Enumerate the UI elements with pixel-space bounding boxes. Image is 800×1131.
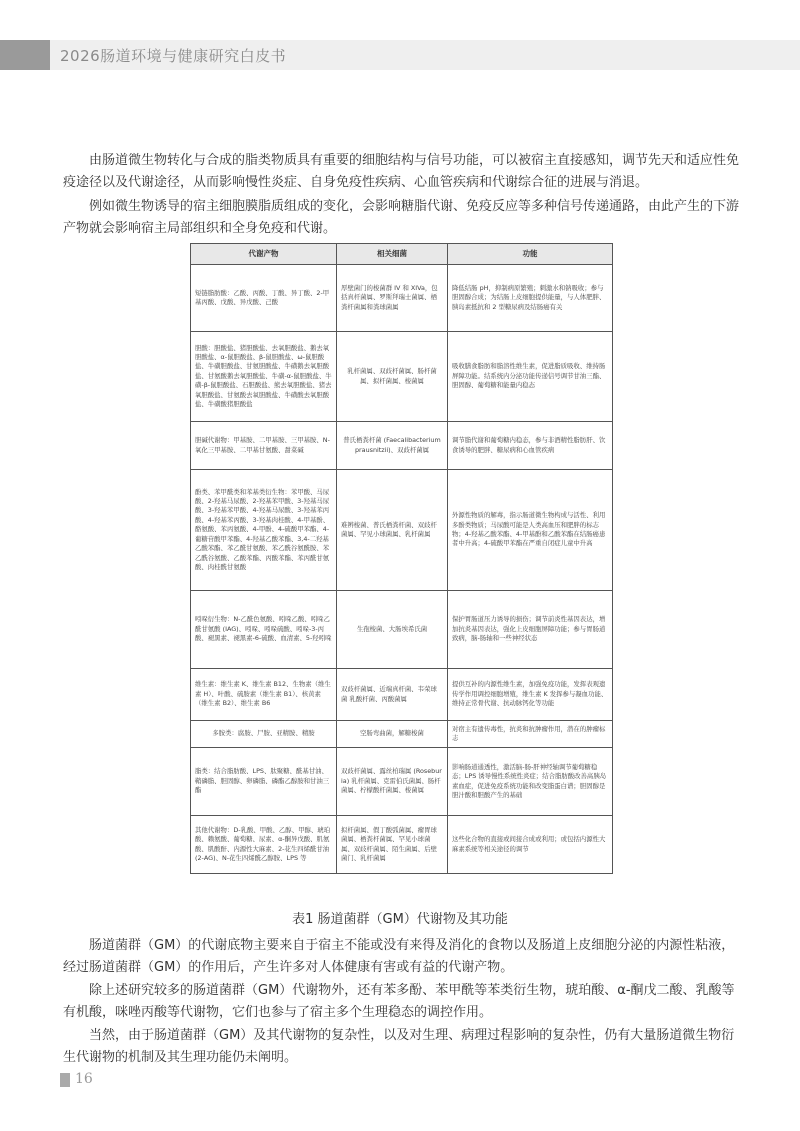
body-paragraph-3: 当然，由于肠道菌群（GM）及其代谢物的复杂性，以及对生理、病理过程影响的复杂性，仍有大量肠道微生物衍生代谢物的机制及其生理功能仍未阐明。 <box>63 1028 735 1065</box>
table-row <box>191 669 613 721</box>
bacteria-cell: 乳杆菌属、双歧杆菌属、肠杆菌属、拟杆菌属、梭菌属 <box>337 332 448 422</box>
body-paragraph-2: 除上述研究较多的肠道菌群（GM）代谢物外，还有苯多酚、苯甲酰等苯类衍生物，琥珀酸、α-酮戊二酸、乳酸等有机酸，咪唑丙酸等代谢物，它们也参与了宿主多个生理稳态的调控作用。 <box>63 983 735 1020</box>
table-row <box>191 265 613 332</box>
header-metabolite: 代谢产物 <box>191 244 337 265</box>
function-cell: 调节脂代谢和葡萄糖内稳态，参与非酒精性脂肪肝、饮食诱导的肥胖、糖尿病和心血管疾病 <box>448 422 613 470</box>
metabolite-cell: 吲哚衍生物：N-乙酰色氨酸、吲哚乙酸、吲哚乙酰甘氨酸 (IAG)、吲哚、吲哚硫酸、吲哚-3-丙酸、褪黑素、褪黑素-6-硫酸、血清素、5-羟吲哚 <box>191 591 337 669</box>
bacteria-cell: 生孢梭菌、大肠埃希氏菌 <box>337 591 448 669</box>
function-cell: 外源性物质的解毒，指示肠道微生物构成与活性、利用多酚类物质；马尿酸可能是人类高血压和肥胖的标志物；4-羟基乙酸苯酯、4-甲基酚和乙酸苯酯在结肠癌患者中升高；4-硫酸甲苯酯在严重自闭症儿童中升高 <box>448 470 613 591</box>
metabolite-cell: 多胺类：腐胺、尸胺、亚精胺、精胺 <box>191 721 337 748</box>
bacteria-cell: 厚壁菌门的梭菌群 IV 和 XIVa，包括真杆菌属、罗斯拜瑞士菌属、栖粪杆菌属和粪球菌属 <box>337 265 448 332</box>
table-row <box>191 332 613 422</box>
header-bar <box>0 40 800 70</box>
metabolite-cell: 脂类：结合脂肪酸、LPS、肽聚糖、酰基甘油、鞘磷脂、胆固醇、卵磷脂、磷酯乙醇胺和甘油三酯 <box>191 748 337 816</box>
function-cell: 降低结肠 pH，抑制病原繁殖；刺激水和钠吸收；参与胆固醇合成；为结肠上皮细胞提供能量，与人体肥胖、胰岛素抵抗和 2 型糖尿病及结肠癌有关 <box>448 265 613 332</box>
metabolite-cell: 胆酸：胆酸盐、猪胆酸盐、去氧胆酸盐、鹅去氧胆酸盐、α-鼠胆酸盐、β-鼠胆酸盐、ω-鼠胆酸盐、牛磺胆酸盐、甘氨胆酸盐、牛磺鹅去氧胆酸盐、甘氨酸鹅去氧胆酸盐、牛磺-α-鼠胆酸盐、牛磺-β-鼠胆酸盐、石胆酸盐、熊去氧胆酸盐、猪去氧胆酸盐、甘氨酸去氧胆酸盐、牛磺酸去氧胆酸盐、牛磺酸猪胆酸盐 <box>191 332 337 422</box>
bacteria-cell: 普氏栖粪杆菌 (Faecalibacterium prausnitzii)、双歧杆菌属 <box>337 422 448 470</box>
header-bacteria: 相关细菌 <box>337 244 448 265</box>
bacteria-cell: 双歧杆菌属、露丝柏瑞属 (Roseburia) 乳杆菌属、克雷伯氏菌属、肠杆菌属、柠檬酸杆菌属、梭菌属 <box>337 748 448 816</box>
bacteria-cell: 拟杆菌属、假丁酸弧菌属、瘤胃球菌属、栖粪杆菌属、罕见小球菌属、双歧杆菌属、陌生菌属、后壁菌门、乳杆菌属 <box>337 816 448 874</box>
body-paragraph-1: 肠道菌群（GM）的代谢底物主要来自于宿主不能或没有来得及消化的食物以及肠道上皮细胞分泌的内源性粘液，经过肠道菌群（GM）的作用后，产生许多对人体健康有害或有益的代谢产物。 <box>63 938 735 975</box>
function-cell: 影响肠道通透性，激活脑-肠-肝神经轴调节葡萄糖稳态；LPS 诱导慢性系统性炎症；结合脂肪酸改善高胰岛素血症，促进免疫系统功能和改变脂蛋白谱；胆固醇是胆汁酸和胆酸产生的基础 <box>448 748 613 816</box>
page-number: 16 <box>75 1071 93 1087</box>
metabolite-cell: 短链脂肪酸：乙酸、丙酸、丁酸、异丁酸、2-甲基丙酸、戊酸、异戊酸、己酸 <box>191 265 337 332</box>
table-row <box>191 748 613 816</box>
bacteria-cell: 空肠弯曲菌，解糖梭菌 <box>337 721 448 748</box>
table-row <box>191 422 613 470</box>
metabolite-cell: 其他代谢物：D-乳酸、甲酸、乙醇、甲醇、琥珀酸、赖氨酸、葡萄糖、尿素、α-酮异戊酸、肌氨酸、肌酸酐、内源性大麻素、2-花生四烯酰甘油 (2-AG)、N-花生四烯酰乙醇胺、LPS 等 <box>191 816 337 874</box>
table-row <box>191 470 613 591</box>
bacteria-cell: 双歧杆菌属、近端真杆菌、韦荣球菌 乳酸杆菌、丙酸菌属 <box>337 669 448 721</box>
intro-paragraph-2: 例如微生物诱导的宿主细胞膜脂质组成的变化，会影响糖脂代谢、免疫反应等多种信号传递通路，由此产生的下游产物就会影响宿主局部组织和全身免疫和代谢。 <box>63 199 740 236</box>
function-cell: 保护胃肠道压力诱导的损伤；调节前炎性基因表达，增加抗炎基因表达，强化上皮细胞屏障功能；参与胃肠道致病，脑-肠轴和一些神经状态 <box>448 591 613 669</box>
table-row <box>191 816 613 874</box>
footer-decoration <box>60 1073 70 1087</box>
metabolite-cell: 胆碱代谢物：甲基胺、二甲基胺、三甲基胺、N-氧化三甲基胺、二甲基甘氨酸、甜菜碱 <box>191 422 337 470</box>
metabolite-table <box>190 243 612 874</box>
function-cell: 提供互补的内源性维生素，加强免疫功能，发挥表观遗传学作用调控细胞增殖，维生素 K 发挥参与凝血功能、维持正常骨代谢、抗动脉钙化等功能 <box>448 669 613 721</box>
header-function: 功能 <box>448 244 613 265</box>
intro-paragraph-1: 由肠道微生物转化与合成的脂类物质具有重要的细胞结构与信号功能，可以被宿主直接感知，调节先天和适应性免疫途径以及代谢途径，从而影响慢性炎症、自身免疫性疾病、心血管疾病和代谢综合征的进展与消退。 <box>63 153 740 190</box>
function-cell: 这些化合物的直接或间接合成或利用；或包括内源性大麻素系统等相关途径的调节 <box>448 816 613 874</box>
table-row <box>191 591 613 669</box>
header-decoration <box>0 40 50 70</box>
function-cell: 对宿主有遗传毒性，抗炎和抗肿瘤作用，潜在的肿瘤标志 <box>448 721 613 748</box>
table-row <box>191 721 613 748</box>
bacteria-cell: 难辨梭菌、普氏栖粪杆菌、双歧杆菌属、罕见小球菌属、乳杆菌属 <box>337 470 448 591</box>
table-header-row <box>191 244 613 265</box>
metabolite-cell: 维生素：维生素 K、维生素 B12、生物素（维生素 H）、叶酸、硫胺素（维生素 B1）、核黄素（维生素 B2）、维生素 B6 <box>191 669 337 721</box>
document-title: 2026肠道环境与健康研究白皮书 <box>60 47 287 65</box>
table-caption: 表1 肠道菌群（GM）代谢物及其功能 <box>292 912 508 927</box>
function-cell: 吸收膳食脂肪和脂溶性维生素，促进脂质吸收、维持肠屏障功能。结系统内分泌功能传递信号调节甘油三酯、胆固醇、葡萄糖和能量内稳态 <box>448 332 613 422</box>
metabolite-cell: 酚类、苯甲酰类和苯基类衍生物：苯甲酸、马尿酸、2-羟基马尿酸、2-羟基苯甲酸、3-羟基马尿酸、3-羟基苯甲酸、4-羟基马尿酸、3-羟基苯丙酸、4-羟基苯丙酸、3-羟基肉桂酸、4-甲基酚、酪氨酸、苯丙氨酸、4-甲酚、4-硫酸甲苯酯、4-葡糖苷酸甲苯酯、4-羟基乙酸苯酯、3,4-二羟基乙酸苯酯、苯乙酰甘氨酸、苯乙酰谷氨酰胺、苯乙酰谷氨酸、乙酸苯酯、丙酸苯酯、苯丙酰甘氨酸、肉桂酰甘氨酸 <box>191 470 337 591</box>
